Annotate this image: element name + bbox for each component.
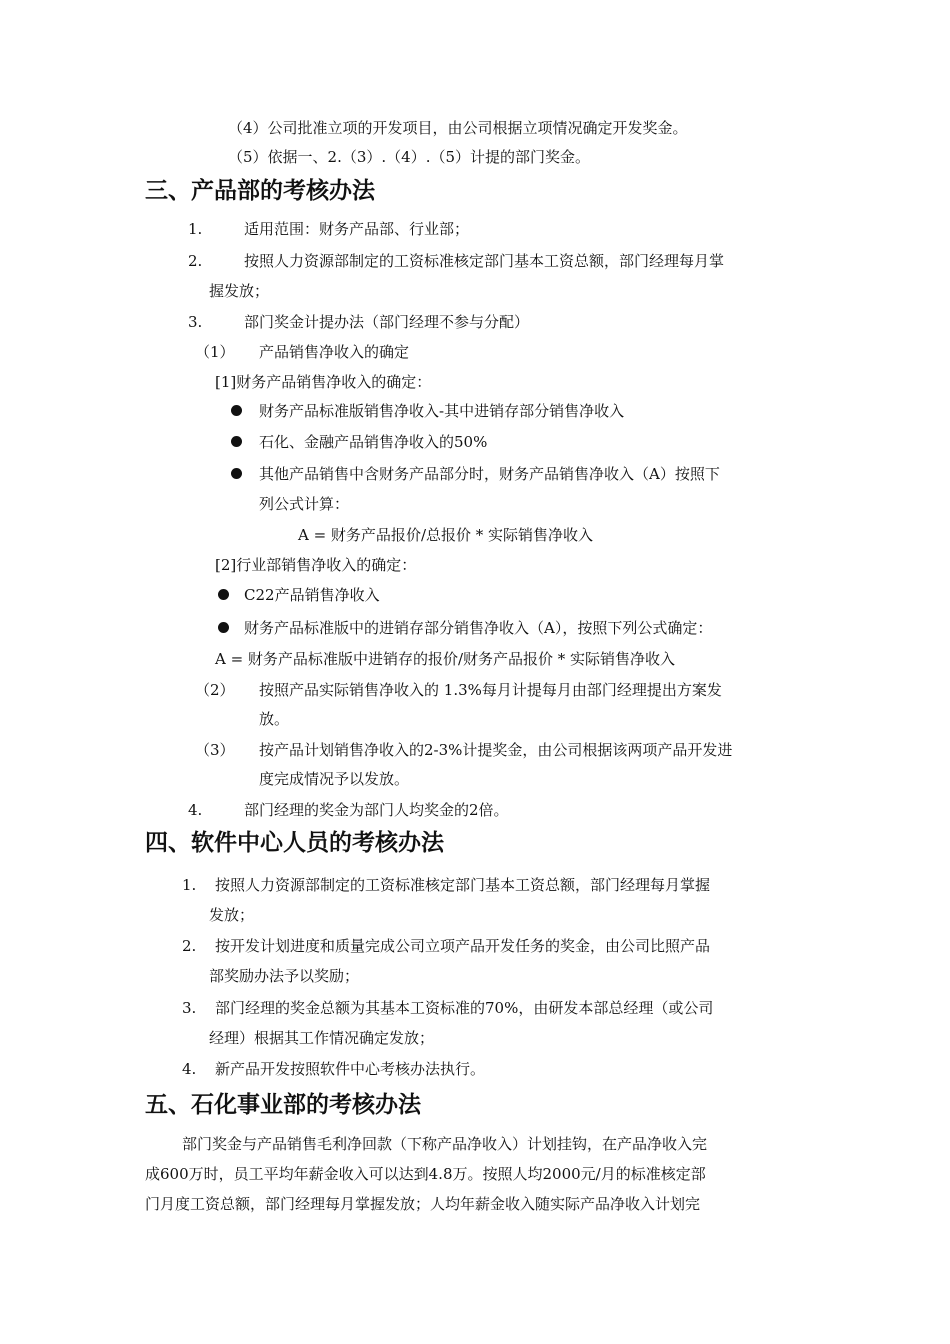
bullet-icon [231, 405, 242, 416]
section-3-heading: 三、产品部的考核办法 [145, 178, 375, 204]
industry-formula: A = 财务产品标准版中进销存的报价/财务产品报价 * 实际销售净收入 [215, 650, 676, 668]
bullet-icon [231, 468, 242, 479]
bullet-icon [218, 622, 229, 633]
list-number-2: 2. [182, 937, 197, 955]
list-number-3: 3. [188, 313, 203, 331]
software-item-2-line2: 部奖励办法予以奖励； [209, 967, 360, 985]
section-5-heading: 五、石化事业部的考核办法 [145, 1092, 421, 1118]
petrochem-paragraph-line2: 成600万时，员工平均年薪金收入可以达到4.8万。按照人均2000元/月的标准核定部 [145, 1165, 706, 1183]
software-item-3-line1: 部门经理的奖金总额为其基本工资标准的70%，由研发本部总经理（或公司 [215, 999, 714, 1017]
sub-number-1: （1） [195, 343, 235, 361]
section-4-heading: 四、软件中心人员的考核办法 [145, 830, 444, 856]
sub-item-actual-line2: 放。 [259, 710, 290, 728]
paragraph-item-5: （5）依据一、2.（3）.（4）.（5）计提的部门奖金。 [228, 148, 591, 166]
petrochem-paragraph-line3: 门月度工资总额，部门经理每月掌握发放；人均年薪金收入随实际产品净收入计划完 [145, 1195, 701, 1213]
list-number-1: 1. [182, 876, 197, 894]
sub-item-actual-line1: 按照产品实际销售净收入的 1.3%每月计提每月由部门经理提出方案发 [259, 681, 722, 699]
finance-bullet-3-line1: 其他产品销售中含财务产品部分时，财务产品销售净收入（A）按照下 [259, 465, 720, 483]
list-item-manager-bonus: 部门经理的奖金为部门人均奖金的2倍。 [244, 801, 509, 819]
software-item-3-line2: 经理）根据其工作情况确定发放； [209, 1029, 435, 1047]
finance-bullet-2: 石化、金融产品销售净收入的50% [259, 433, 488, 451]
sub-item-plan-line1: 按产品计划销售净收入的2-3%计提奖金，由公司根据该两项产品开发进 [259, 741, 733, 759]
software-item-1-line2: 发放； [209, 906, 255, 924]
list-item-scope: 适用范围：财务产品部、行业部； [244, 220, 470, 238]
petrochem-paragraph-line1: 部门奖金与产品销售毛利净回款（下称产品净收入）计划挂钩，在产品净收入完 [182, 1135, 708, 1153]
list-item-bonus-method: 部门奖金计提办法（部门经理不参与分配） [244, 313, 530, 331]
list-number-4: 4. [182, 1060, 197, 1078]
paragraph-item-4: （4）公司批准立项的开发项目，由公司根据立项情况确定开发奖金。 [228, 119, 688, 137]
finance-bullet-1: 财务产品标准版销售净收入-其中进销存部分销售净收入 [259, 402, 625, 420]
sub-item-plan-line2: 度完成情况予以发放。 [259, 770, 410, 788]
industry-net-income-title: [2]行业部销售净收入的确定： [215, 556, 417, 574]
industry-bullet-2: 财务产品标准版中的进销存部分销售净收入（A），按照下列公式确定： [244, 619, 713, 637]
software-item-1-line1: 按照人力资源部制定的工资标准核定部门基本工资总额，部门经理每月掌握 [215, 876, 711, 894]
software-item-2-line1: 按开发计划进度和质量完成公司立项产品开发任务的奖金，由公司比照产品 [215, 937, 711, 955]
industry-bullet-1: C22产品销售净收入 [244, 586, 380, 604]
bullet-icon [218, 589, 229, 600]
finance-net-income-title: [1]财务产品销售净收入的确定： [215, 373, 432, 391]
software-item-4: 新产品开发按照软件中心考核办法执行。 [215, 1060, 486, 1078]
finance-bullet-3-line2: 列公式计算： [259, 495, 350, 513]
finance-formula: A = 财务产品报价/总报价 * 实际销售净收入 [298, 526, 594, 544]
list-number-1: 1. [188, 220, 203, 238]
list-number-2: 2. [188, 252, 203, 270]
sub-item-net-income: 产品销售净收入的确定 [259, 343, 410, 361]
sub-number-3: （3） [195, 741, 235, 759]
list-item-salary-line1: 按照人力资源部制定的工资标准核定部门基本工资总额，部门经理每月掌 [244, 252, 725, 270]
list-number-3: 3. [182, 999, 197, 1017]
list-item-salary-line2: 握发放； [209, 282, 270, 300]
bullet-icon [231, 436, 242, 447]
sub-number-2: （2） [195, 681, 235, 699]
list-number-4: 4. [188, 801, 203, 819]
